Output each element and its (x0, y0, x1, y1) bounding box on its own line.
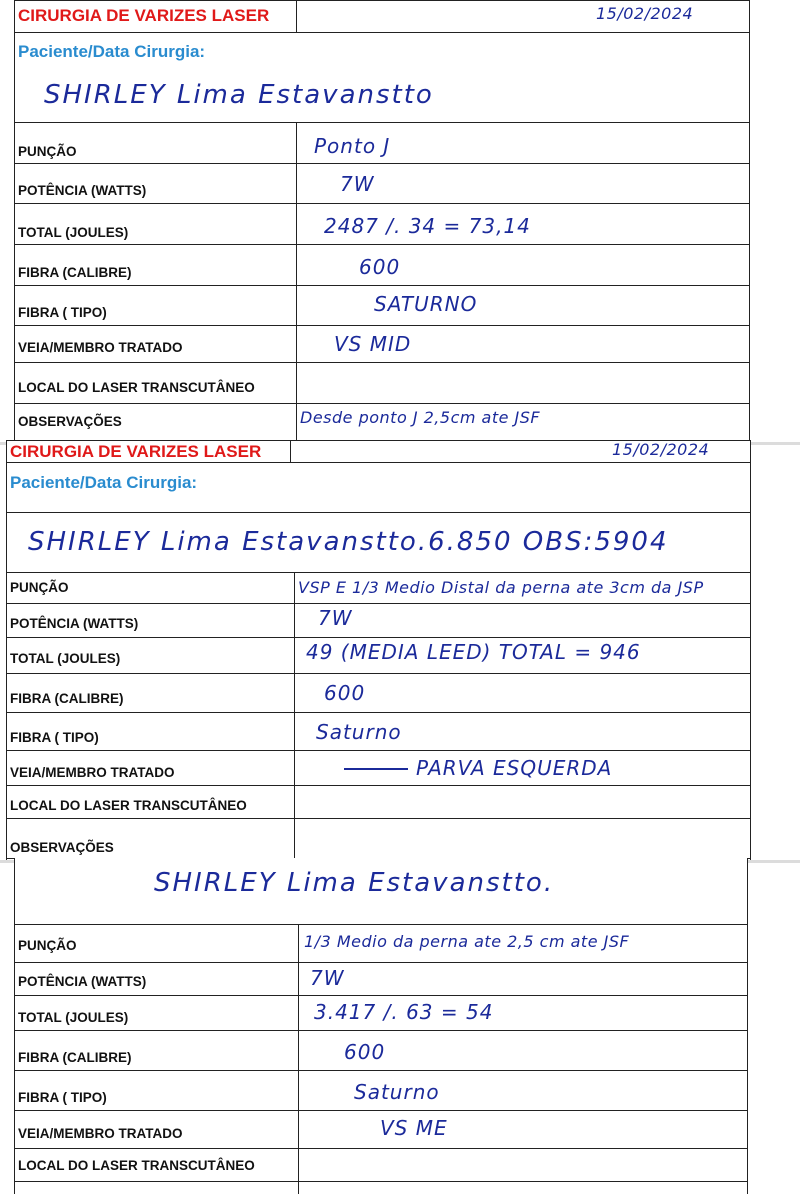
row-line (6, 512, 751, 513)
column-divider (294, 572, 295, 860)
field-label-veia: VEIA/MEMBRO TRATADO (10, 765, 175, 780)
field-label-fibra-calibre: FIBRA (CALIBRE) (18, 1050, 132, 1065)
row-line (14, 362, 750, 363)
field-label-total: TOTAL (JOULES) (18, 225, 129, 240)
row-line (14, 962, 748, 963)
row-line (14, 325, 750, 326)
field-label-observacoes: OBSERVAÇÕES (10, 840, 114, 855)
field-label-veia: VEIA/MEMBRO TRATADO (18, 1126, 183, 1141)
form-title: CIRURGIA DE VARIZES LASER (18, 6, 270, 25)
field-value-potencia: 7W (340, 172, 375, 196)
field-label-observacoes: OBSERVAÇÕES (18, 414, 122, 429)
field-label-fibra-tipo: FIBRA ( TIPO) (18, 305, 107, 320)
row-line (14, 1181, 748, 1182)
field-label-veia: VEIA/MEMBRO TRATADO (18, 340, 183, 355)
strikethrough-mark (344, 768, 408, 770)
field-value-total: 49 (MEDIA LEED) TOTAL = 946 (306, 640, 641, 664)
form-date: 15/02/2024 (612, 440, 710, 459)
form-sheet-3 (14, 858, 748, 1194)
patient-name: SHIRLEY Lima Estavanstto.6.850 OBS:5904 (28, 527, 669, 557)
row-line (14, 122, 750, 123)
field-value-fibra-calibre: 600 (344, 1040, 386, 1064)
patient-name: SHIRLEY Lima Estavanstto (44, 80, 434, 110)
column-divider (296, 122, 297, 445)
field-label-local-laser: LOCAL DO LASER TRANSCUTÂNEO (18, 1158, 255, 1173)
field-label-fibra-tipo: FIBRA ( TIPO) (10, 730, 99, 745)
row-line (14, 924, 748, 925)
row-line (14, 1070, 748, 1071)
field-label-local-laser: LOCAL DO LASER TRANSCUTÂNEO (18, 380, 255, 395)
field-value-fibra-tipo: Saturno (316, 720, 402, 744)
row-line (14, 1148, 748, 1149)
patient-name: SHIRLEY Lima Estavanstto. (154, 868, 555, 898)
row-line (14, 32, 750, 33)
field-value-observacoes: Desde ponto J 2,5cm ate JSF (300, 408, 541, 427)
field-label-puncao: PUNÇÃO (18, 938, 77, 953)
field-value-puncao: Ponto J (314, 134, 391, 158)
field-label-potencia: POTÊNCIA (WATTS) (18, 183, 147, 198)
title-divider (296, 0, 297, 32)
patient-label: Paciente/Data Cirurgia: (18, 42, 206, 61)
field-label-potencia: POTÊNCIA (WATTS) (18, 974, 147, 989)
row-line (6, 637, 751, 638)
row-line (6, 673, 751, 674)
row-line (14, 244, 750, 245)
field-label-puncao: PUNÇÃO (10, 580, 69, 595)
field-label-local-laser: LOCAL DO LASER TRANSCUTÂNEO (10, 798, 247, 813)
row-line (14, 1110, 748, 1111)
field-value-puncao: 1/3 Medio da perna ate 2,5 cm ate JSF (304, 932, 630, 951)
field-value-potencia: 7W (310, 966, 345, 990)
field-label-total: TOTAL (JOULES) (10, 651, 121, 666)
row-line (6, 462, 751, 463)
field-value-total: 2487 /. 34 = 73,14 (324, 214, 531, 238)
row-line (14, 995, 748, 996)
row-line (6, 785, 751, 786)
row-line (14, 203, 750, 204)
field-value-fibra-tipo: Saturno (354, 1080, 440, 1104)
field-value-fibra-calibre: 600 (359, 255, 401, 279)
field-value-veia: VS MID (334, 332, 412, 356)
row-line (14, 285, 750, 286)
row-line (14, 403, 750, 404)
column-divider (298, 924, 299, 1194)
title-divider (290, 440, 291, 462)
field-label-puncao: PUNÇÃO (18, 144, 77, 159)
field-value-fibra-calibre: 600 (324, 681, 366, 705)
row-line (14, 163, 750, 164)
row-line (14, 1030, 748, 1031)
field-value-veia: PARVA ESQUERDA (416, 756, 613, 780)
row-line (6, 750, 751, 751)
field-value-veia: VS ME (380, 1116, 448, 1140)
field-label-fibra-calibre: FIBRA (CALIBRE) (10, 691, 124, 706)
field-value-total: 3.417 /. 63 = 54 (314, 1000, 494, 1024)
form-title: CIRURGIA DE VARIZES LASER (10, 442, 262, 461)
row-line (6, 818, 751, 819)
field-label-fibra-tipo: FIBRA ( TIPO) (18, 1090, 107, 1105)
form-sheet-2 (6, 440, 751, 860)
field-label-total: TOTAL (JOULES) (18, 1010, 129, 1025)
field-value-fibra-tipo: SATURNO (374, 292, 478, 316)
row-line (14, 0, 750, 1)
row-line (6, 712, 751, 713)
row-line (6, 603, 751, 604)
field-value-puncao: VSP E 1/3 Medio Distal da perna ate 3cm da JSP (298, 578, 704, 597)
form-sheet-1 (14, 0, 750, 445)
form-date: 15/02/2024 (596, 4, 694, 23)
form-frame (14, 858, 748, 1194)
field-label-potencia: POTÊNCIA (WATTS) (10, 616, 139, 631)
field-value-potencia: 7W (318, 606, 353, 630)
field-label-fibra-calibre: FIBRA (CALIBRE) (18, 265, 132, 280)
row-line (6, 572, 751, 573)
patient-label: Paciente/Data Cirurgia: (10, 473, 198, 492)
